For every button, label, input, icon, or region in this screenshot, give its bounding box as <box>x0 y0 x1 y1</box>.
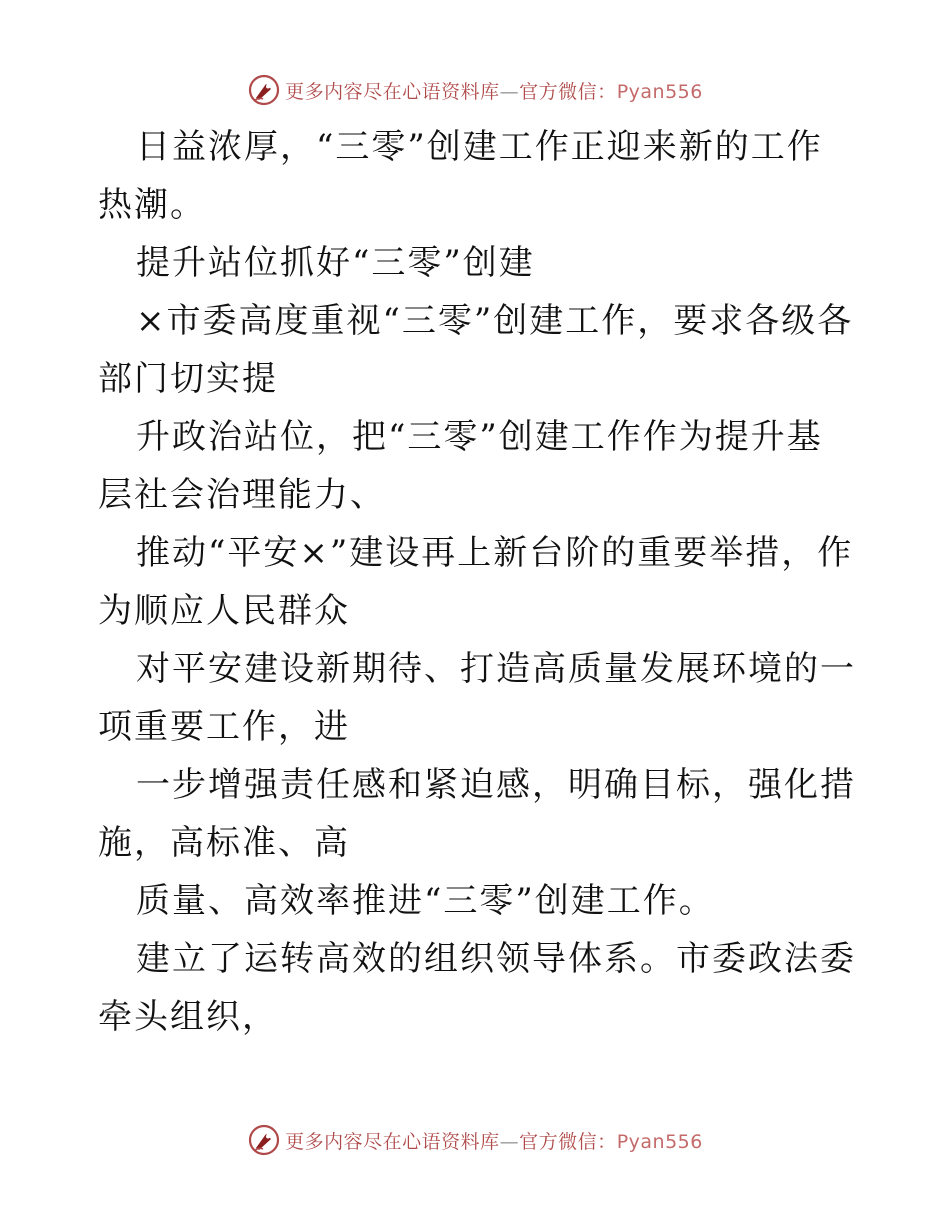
paragraph: 对平安建设新期待、打造高质量发展环境的一项重要工作，进 <box>98 649 856 747</box>
paragraph: 质量、高效率推进“三零”创建工作。 <box>136 881 715 921</box>
footer-watermark <box>0 1120 950 1160</box>
watermark-text: 更多内容尽在心语资料库—官方微信：Pyan556 <box>285 1130 703 1153</box>
paragraph: 建立了运转高效的组织领导体系。市委政法委牵头组织， <box>98 939 856 1037</box>
pen-nib-logo-icon <box>247 73 281 107</box>
header-watermark <box>0 70 950 110</box>
section-heading: 提升站位抓好“三零”创建 <box>136 243 535 283</box>
paragraph: 升政治站位，把“三零”创建工作作为提升基层社会治理能力、 <box>98 417 823 515</box>
paragraph: 一步增强责任感和紧迫感，明确目标，强化措施，高标准、高 <box>98 765 856 863</box>
paragraph: 推动“平安×”建设再上新台阶的重要举措，作为顺应人民群众 <box>98 533 854 631</box>
paragraph: ×市委高度重视“三零”创建工作，要求各级各部门切实提 <box>98 301 854 399</box>
document-body <box>98 118 858 1046</box>
watermark-text: 更多内容尽在心语资料库—官方微信：Pyan556 <box>285 80 703 103</box>
paragraph: 日益浓厚，“三零”创建工作正迎来新的工作热潮。 <box>98 127 823 225</box>
pen-nib-logo-icon <box>247 1123 281 1157</box>
